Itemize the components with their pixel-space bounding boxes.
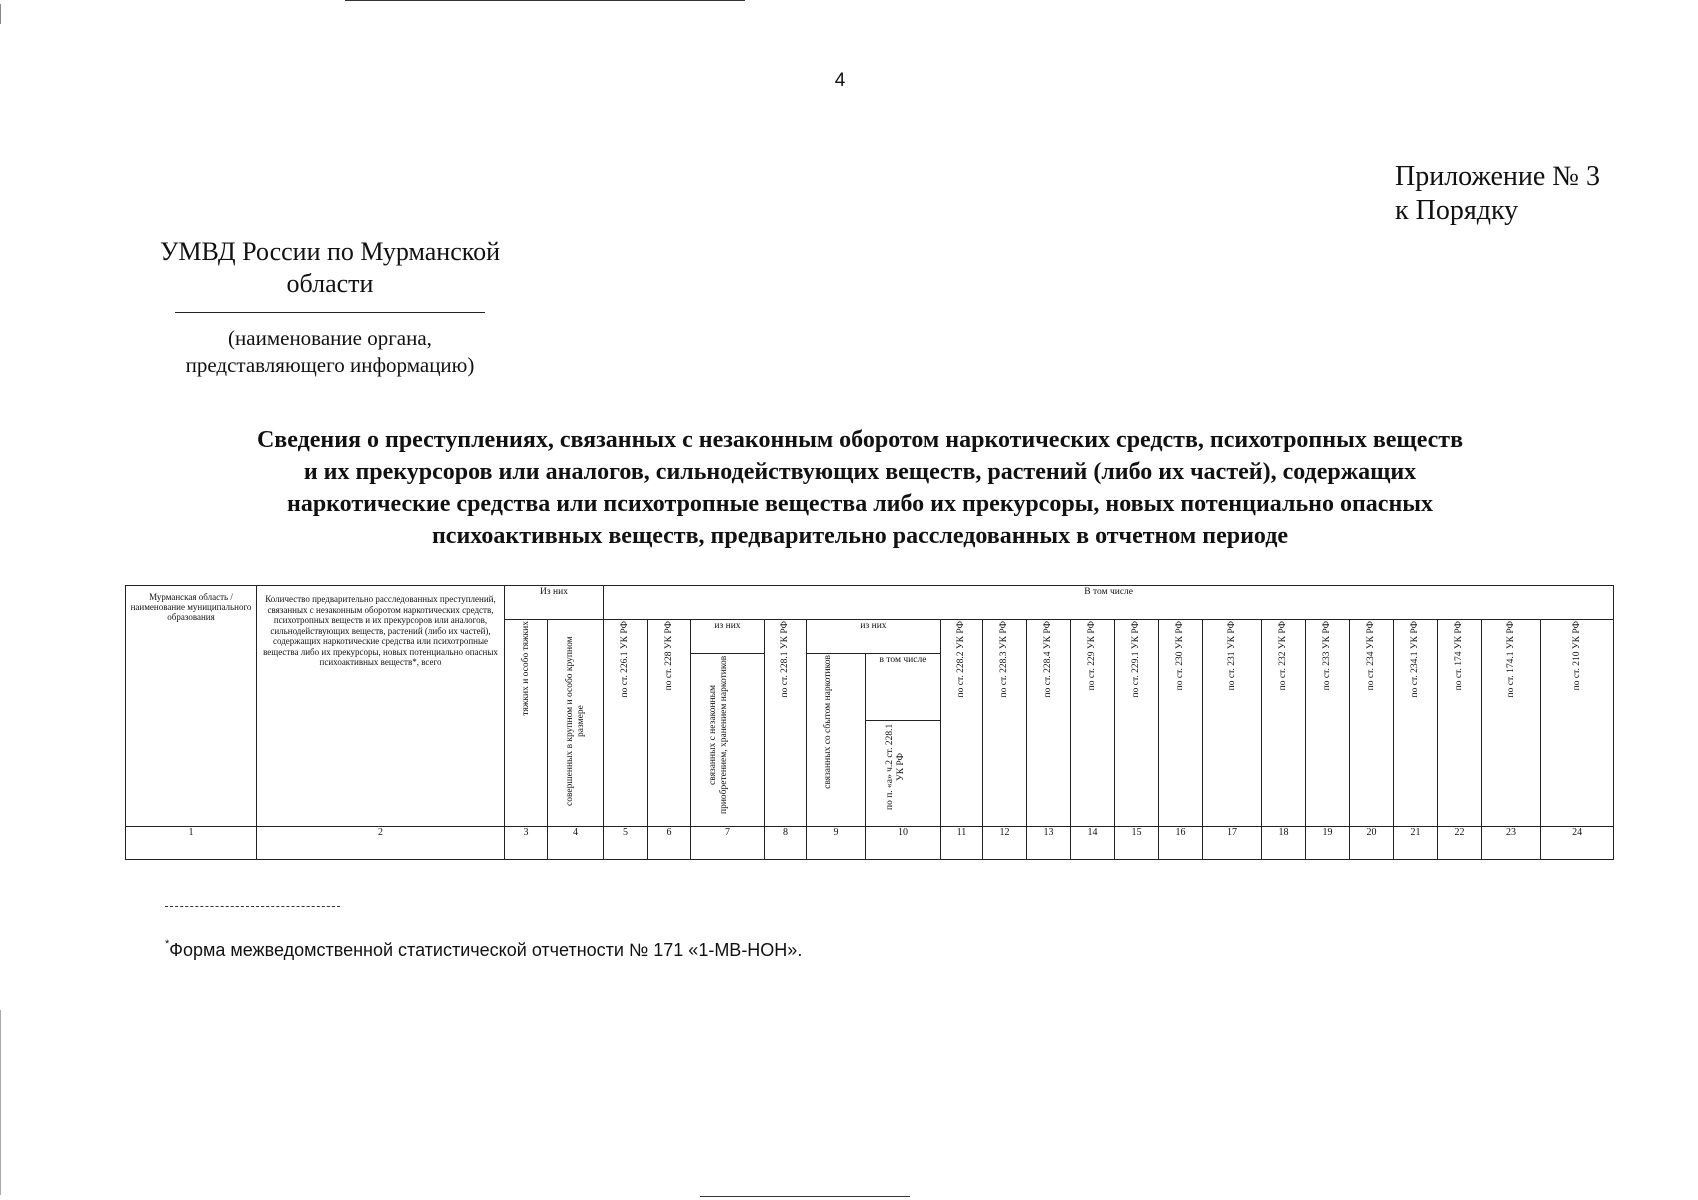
- title-line-1: Сведения о преступлениях, связанных с незаконным оборотом наркотических средств, психотропных веществ: [256, 427, 1464, 453]
- header-col-14: [1071, 620, 1115, 827]
- header-col-7-text: связанных с незаконным приобретением, хранением наркотиков: [707, 655, 729, 815]
- header-col-5: [604, 620, 648, 827]
- header-col-8-text: по ст. 228.1 УК РФ: [780, 621, 790, 698]
- title-line-3: наркотические средства или психотропные вещества либо их прекурсоры, новых потенциально опасных: [286, 491, 1434, 517]
- scan-edge-mark: [0, 4, 1, 24]
- header-col-13: [1027, 620, 1071, 827]
- column-number-cell: 22: [1438, 826, 1482, 859]
- header-v-tom-chisle-sub: в том числе: [866, 654, 941, 721]
- header-col-11-text: по ст. 228.2 УК РФ: [956, 621, 966, 698]
- footnote: [165, 940, 802, 961]
- column-number-cell: 24: [1541, 826, 1614, 859]
- footnote-text: Форма межведомственной статистической отчетности № 171 «1-МВ-НОН».: [169, 940, 803, 960]
- header-col-19: [1306, 620, 1350, 827]
- header-col-15-text: по ст. 229.1 УК РФ: [1131, 621, 1141, 698]
- column-number-cell: 14: [1071, 826, 1115, 859]
- organization-name-line-1: УМВД России по Мурманской: [160, 237, 500, 266]
- header-col-7: [691, 654, 765, 827]
- header-col-12-text: по ст. 228.3 УК РФ: [999, 621, 1009, 698]
- header-col-13-text: по ст. 228.4 УК РФ: [1043, 621, 1053, 698]
- organization-underline: [175, 312, 485, 313]
- header-col-20: [1350, 620, 1394, 827]
- organization-caption-line-1: (наименование органа,: [228, 326, 432, 350]
- header-col-10-text: по п. «а» ч.2 ст. 228.1 УК РФ: [885, 723, 906, 810]
- footnote-separator: [165, 906, 340, 907]
- header-col-15: [1115, 620, 1159, 827]
- header-col-14-text: по ст. 229 УК РФ: [1087, 621, 1097, 691]
- title-line-2: и их прекурсоров или аналогов, сильнодействующих веществ, растений (либо их частей), содержащих: [303, 459, 1417, 485]
- header-col-8: [765, 620, 807, 827]
- header-col-18: [1262, 620, 1306, 827]
- appendix-line-1: Приложение № 3: [1395, 161, 1600, 192]
- scan-edge-mark: [0, 1010, 1, 1195]
- column-number-cell: 16: [1159, 826, 1203, 859]
- report-form-table: [125, 585, 1614, 860]
- header-v-tom-chisle: В том числе: [604, 586, 1614, 620]
- header-iz-nih: Из них: [505, 586, 604, 620]
- header-col-3: [505, 620, 548, 827]
- header-col-10: [866, 720, 941, 826]
- header-col-4-text: совершенных в крупном и особо крупном размере: [564, 636, 586, 806]
- header-iz-nih-sub-1: из них: [691, 620, 765, 654]
- column-number-cell: 15: [1115, 826, 1159, 859]
- header-col-22: [1438, 620, 1482, 827]
- organization-caption: [130, 325, 530, 379]
- header-total-count: Количество предварительно расследованных преступлений, связанных с незаконным оборотом наркотических средств, психотропных веществ и их прекурсоров или аналогов, сильнодействующих веществ, растений (либо их частей), содержащих наркотические средства или психотропные вещества либо их прекурсоры, новых потенциально опасных психоактивных веществ*, всего: [257, 586, 505, 827]
- header-region: Мурманская область / наименование муниципального образования: [126, 586, 257, 827]
- header-col-20-text: по ст. 234 УК РФ: [1366, 621, 1376, 691]
- column-number-cell: 3: [505, 826, 548, 859]
- header-col-16: [1159, 620, 1203, 827]
- header-col-22-text: по ст. 174 УК РФ: [1454, 621, 1464, 691]
- column-number-cell: 23: [1482, 826, 1541, 859]
- header-col-19-text: по ст. 233 УК РФ: [1322, 621, 1332, 691]
- header-col-3-text: тяжких и особо тяжких: [520, 621, 531, 716]
- header-col-5-text: по ст. 226.1 УК РФ: [620, 621, 630, 698]
- header-col-12: [983, 620, 1027, 827]
- document-title: [120, 424, 1600, 552]
- header-col-21: [1394, 620, 1438, 827]
- header-col-17: [1203, 620, 1262, 827]
- header-col-24: [1541, 620, 1614, 827]
- column-number-cell: 20: [1350, 826, 1394, 859]
- organization-caption-line-2: представляющего информацию): [185, 353, 475, 377]
- title-line-4: психоактивных веществ, предварительно расследованных в отчетном периоде: [431, 523, 1289, 549]
- organization-block: [130, 236, 530, 379]
- header-col-21-text: по ст. 234.1 УК РФ: [1410, 621, 1420, 698]
- header-col-16-text: по ст. 230 УК РФ: [1175, 621, 1185, 691]
- column-number-cell: 21: [1394, 826, 1438, 859]
- column-number-cell: 2: [257, 826, 505, 859]
- header-col-11: [941, 620, 983, 827]
- header-col-17-text: по ст. 231 УК РФ: [1226, 621, 1237, 691]
- header-col-6: [648, 620, 691, 827]
- header-col-9-text: связанных со сбытом наркотиков: [823, 655, 833, 789]
- column-number-cell: 7: [691, 826, 765, 859]
- header-iz-nih-sub-2: из них: [807, 620, 941, 654]
- appendix-label: [1395, 160, 1600, 228]
- header-col-18-text: по ст. 232 УК РФ: [1278, 621, 1288, 691]
- header-col-23: [1482, 620, 1541, 827]
- header-col-9: [807, 654, 866, 827]
- column-number-cell: 17: [1203, 826, 1262, 859]
- header-col-24-text: по ст. 210 УК РФ: [1571, 621, 1582, 691]
- column-number-cell: 19: [1306, 826, 1350, 859]
- header-col-6-text: по ст. 228 УК РФ: [663, 621, 674, 691]
- organization-name-line-2: области: [286, 269, 374, 298]
- column-number-cell: 10: [866, 826, 941, 859]
- footnote-mark: *: [165, 938, 170, 950]
- column-number-cell: 5: [604, 826, 648, 859]
- column-number-cell: 6: [648, 826, 691, 859]
- appendix-line-2: к Порядку: [1395, 195, 1519, 226]
- column-number-cell: 12: [983, 826, 1027, 859]
- header-col-4: [548, 620, 604, 827]
- column-number-cell: 1: [126, 826, 257, 859]
- column-number-cell: 4: [548, 826, 604, 859]
- column-numbers-row: [126, 826, 1614, 859]
- column-number-cell: 18: [1262, 826, 1306, 859]
- header-col-23-text: по ст. 174.1 УК РФ: [1505, 621, 1516, 698]
- column-number-cell: 8: [765, 826, 807, 859]
- report-form-table-wrapper: [125, 585, 1603, 875]
- top-edge-rule: [345, 0, 745, 1]
- bottom-edge-rule: [700, 1196, 910, 1197]
- page-number: 4: [834, 70, 846, 91]
- column-number-cell: 11: [941, 826, 983, 859]
- column-number-cell: 9: [807, 826, 866, 859]
- organization-name: [130, 236, 530, 300]
- column-number-cell: 13: [1027, 826, 1071, 859]
